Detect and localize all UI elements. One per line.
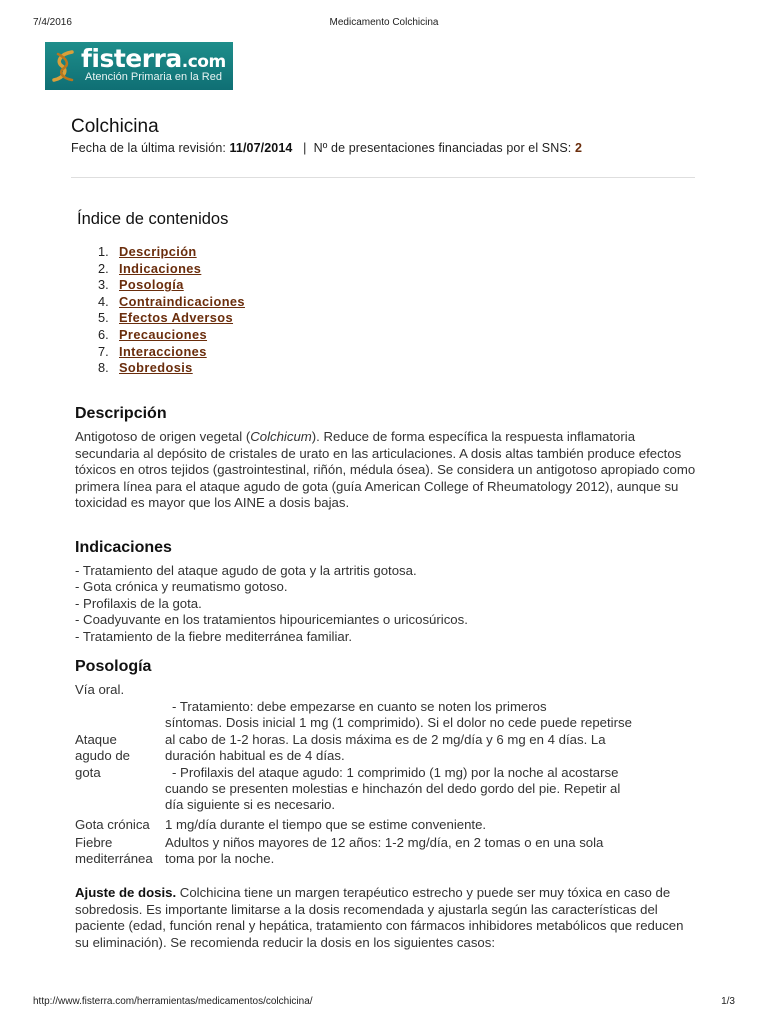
posologia-row-label bbox=[75, 835, 153, 868]
list-item: - Gota crónica y reumatismo gotoso. bbox=[75, 579, 288, 595]
descripcion-text bbox=[75, 429, 700, 512]
ajuste-dosis-text bbox=[75, 885, 700, 951]
value-line: 1 mg/día durante el tiempo que se estime conveniente. bbox=[165, 817, 487, 832]
page-title: Colchicina bbox=[71, 116, 159, 137]
ajuste-dosis-label: Ajuste de dosis. bbox=[75, 885, 177, 900]
label-line: Fiebre bbox=[75, 835, 113, 850]
label-line: Ataque bbox=[75, 732, 117, 747]
posologia-via: Vía oral. bbox=[75, 682, 125, 697]
logo-wordmark-name: fisterra bbox=[81, 44, 182, 73]
toc-link-sobredosis[interactable]: Sobredosis bbox=[119, 360, 193, 376]
print-url: http://www.fisterra.com/herramientas/medicamentos/colchicina/ bbox=[33, 996, 313, 1007]
indicaciones-list bbox=[75, 563, 468, 645]
value-line: al cabo de 1-2 horas. La dosis máxima es de 2 mg/día y 6 mg en 4 días. La bbox=[165, 731, 606, 747]
toc-link-efectos-adversos[interactable]: Efectos Adversos bbox=[119, 310, 234, 326]
toc-link-descripcion[interactable]: Descripción bbox=[119, 244, 197, 259]
revision-meta bbox=[71, 141, 582, 155]
logo-tagline: Atención Primaria en la Red bbox=[85, 71, 222, 83]
posologia-row-value bbox=[165, 817, 486, 833]
toc-title: Índice de contenidos bbox=[77, 210, 229, 228]
toc-link-precauciones[interactable]: Precauciones bbox=[119, 326, 208, 342]
value-line: Adultos y niños mayores de 12 años: 1-2 mg/día, en 2 tomas o en una sola bbox=[165, 835, 604, 850]
toc-link-posologia[interactable]: Posología bbox=[119, 277, 184, 293]
presentations-label: Nº de presentaciones financiadas por el SNS: bbox=[313, 141, 572, 155]
toc-item-number: 6. bbox=[98, 326, 109, 342]
print-title: Medicamento Colchicina bbox=[329, 17, 439, 28]
value-line: síntomas. Dosis inicial 1 mg (1 comprimido). Si el dolor no cede puede repetirse bbox=[165, 715, 632, 731]
label-line: gota bbox=[75, 764, 101, 780]
descripcion-text-italic: Colchicum bbox=[250, 429, 312, 444]
print-date: 7/4/2016 bbox=[33, 17, 72, 28]
toc-link-interacciones[interactable]: Interacciones bbox=[119, 343, 207, 359]
label-line: agudo de bbox=[75, 748, 131, 764]
label-line: mediterránea bbox=[75, 851, 153, 867]
toc-link-indicaciones[interactable]: Indicaciones bbox=[119, 260, 202, 276]
print-footer bbox=[33, 996, 735, 1010]
meta-separator: | bbox=[303, 141, 307, 155]
label-line: Gota crónica bbox=[75, 817, 150, 832]
toc-item-number: 7. bbox=[98, 343, 109, 359]
posologia-row-value bbox=[165, 699, 632, 814]
section-heading-descripcion: Descripción bbox=[75, 405, 167, 422]
toc-item-number: 4. bbox=[98, 293, 109, 309]
toc-item-number: 1. bbox=[98, 244, 109, 259]
list-item: - Tratamiento de la fiebre mediterránea familiar. bbox=[75, 628, 353, 644]
toc-item-number: 5. bbox=[98, 310, 109, 326]
list-item: - Profilaxis de la gota. bbox=[75, 595, 202, 611]
page-number: 1/3 bbox=[721, 996, 735, 1007]
list-item: - Coadyuvante en los tratamientos hipouricemiantes o uricosúricos. bbox=[75, 612, 468, 628]
value-line: cuando se presenten molestias e hinchazón del dedo gordo del pie. Repetir al bbox=[165, 781, 621, 797]
revision-label: Fecha de la última revisión: bbox=[71, 141, 226, 155]
value-line: día siguiente si es necesario. bbox=[165, 797, 336, 813]
toc-item-number: 8. bbox=[98, 360, 109, 376]
section-heading-posologia: Posología bbox=[75, 658, 152, 675]
posologia-row-label bbox=[75, 732, 130, 781]
list-item: - Tratamiento del ataque agudo de gota y la artritis gotosa. bbox=[75, 563, 417, 578]
fisterra-logo-icon bbox=[50, 48, 78, 84]
ajuste-dosis-body: Colchicina tiene un margen terapéutico estrecho y puede ser muy tóxica en caso de sobredosis. Es importante limitarse a la dosis recomendada y ajustarla según las características del paciente (edad, función renal y hepática, tratamiento con fármacos inhibidores metabólicos que reducen su eliminación). Se recomienda reducir la dosis en los siguientes casos: bbox=[75, 885, 684, 950]
toc-link-contraindicaciones[interactable]: Contraindicaciones bbox=[119, 293, 245, 309]
divider bbox=[71, 177, 695, 178]
value-line: toma por la noche. bbox=[165, 851, 275, 867]
section-heading-indicaciones: Indicaciones bbox=[75, 539, 172, 556]
toc-item-number: 2. bbox=[98, 260, 109, 276]
presentations-count-link[interactable]: 2 bbox=[574, 141, 583, 155]
revision-date: 11/07/2014 bbox=[229, 141, 293, 155]
posologia-row-value bbox=[165, 835, 603, 868]
value-line: - Tratamiento: debe empezarse en cuanto se noten los primeros bbox=[172, 699, 547, 714]
descripcion-text-start: Antigotoso de origen vegetal ( bbox=[75, 429, 251, 444]
posologia-row-label bbox=[75, 817, 150, 833]
toc-item-number: 3. bbox=[98, 277, 109, 293]
fisterra-logo[interactable] bbox=[45, 42, 233, 90]
value-line: duración habitual es de 4 días. bbox=[165, 748, 345, 764]
descripcion-text-end: ). Reduce de forma específica la respuesta inflamatoria secundaria al depósito de cristales de urato en las articulaciones. A dosis altas también produce efectos tóxicos en otros tejidos (gastrointestinal, riñón, médula ósea). Se considera un antigotoso apropiado como primera línea para el ataque agudo de gota (guía American College of Rheumatology 2012), aunque su toxicidad es mayor que los AINE a dosis bajas. bbox=[75, 429, 696, 510]
value-line: - Profilaxis del ataque agudo: 1 comprimido (1 mg) por la noche al acostarse bbox=[172, 764, 619, 780]
print-header bbox=[33, 17, 735, 31]
logo-wordmark-tld: .com bbox=[181, 52, 226, 72]
